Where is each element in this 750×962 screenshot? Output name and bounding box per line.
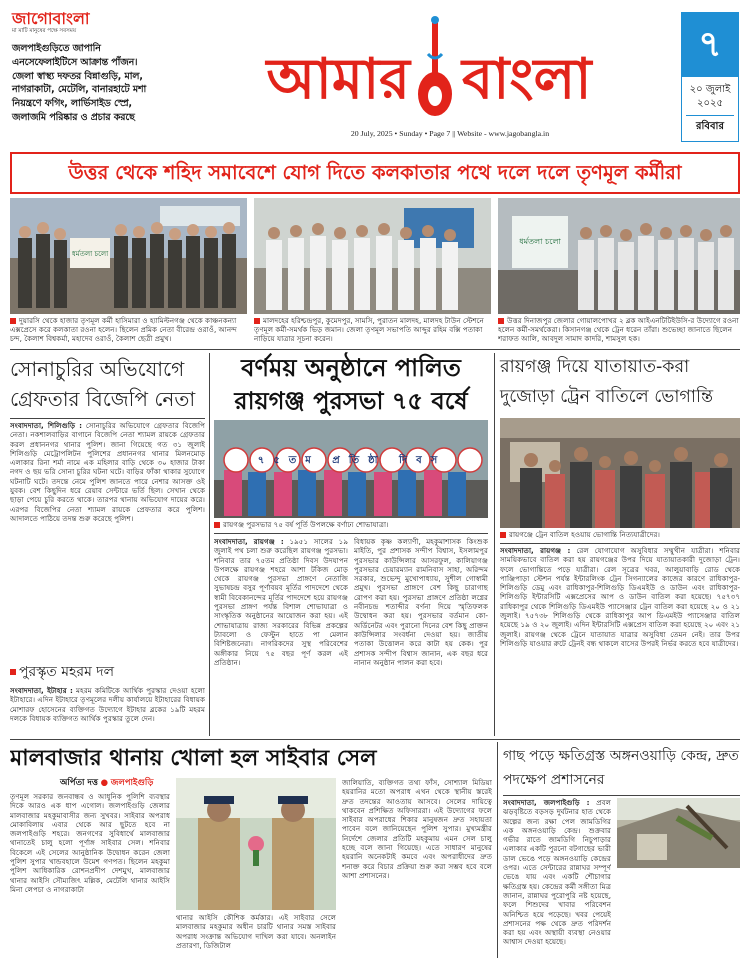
banner-caption-2 bbox=[254, 316, 491, 346]
article-text: বিধায়ক কৃষ্ণ কল্যাণী, মহকুমাশাসক কিংশুক মাইতি, পুর প্রশাসক সন্দীপ বিশ্বাস, ইসলামপুর পুরসভার কাউন্সিলার আসরফুল, কালিয়াগঞ্জ পুরসভার চেয়ারম্যান রামনিবাস সাহা, অরিন্দম সরকার, শুভেন্দু মুখোপাধ্যায়, সুশীল গোস্বামী প্রমুখ। পুরসভা প্রাঙ্গণে বেশ কিছু চারাগাছ রোপণ করা হয়। পুরসভা প্রাঙ্গণে প্রতিষ্ঠা লগ্নের নবীনচন্দ্র শতাব্দীর বর্ণনা দিয়ে স্মৃতিফলক উদ্বোধন করা হয়। পুরসভার বর্তমান কো-অর্ডিনেটর এবং পুরানো দিনের বেশ কিছু প্রাক্তন কাউন্সিলার সংবর্ধনা দেওয়া হয়। জাতীয় পতাকা উত্তোলন করে কাটা হয় কেক। পুর প্রশাসক সন্দীপ বিশ্বাস জানান, এক বছর ধরে নানান অনুষ্ঠান পালন করা হবে। bbox=[354, 537, 488, 667]
article-text: সোনাচুরির অভিযোগে গ্রেফতার বিজেপি নেতা। নকশালবাড়ির বাগানে বিজেপি নেতা শ্যামল রায়কে গ্রেফতার করল প্রধাননগর থানার পুলিশ। জানা গিয়েছে গত ৩১ জুলাই শিলিগুড়ি মেট্রোপলিটন পুলিশের প্রধাননগর থানার মিলনমোড় এলাকার রিনা শর্মা নামে এক মহিলার বাড়ি থেকে ৩০ হাজার টাকা নগদ ও ছয় ভরি সোনা চুরির ঘটনা ঘটে। বাড়ির ফাঁকা থাকার সুযোগে ঘটনাটি ঘটে। তদন্তে নেমে পুলিশ জানতে পারে নেশার আসক্ত ওই যুবক। বেশ কিছুদিন ধরে রেয়াব সেন্টারে ভর্তি ছিল। সেখান থেকে ছাড়া পেয়ে চুরি করতে থাকে। তারপর থানায় অভিযোগ দায়ের করে। এরপর বিজেপির নেতা শ্যামল রায়কে প্রেফতার করে পুলিশ। আদালতে পাঠিয়ে তদন্ত শুরু করেছে পুলিশ। bbox=[10, 421, 205, 523]
caption-text: রায়গঞ্জ পুরসভার ৭৫ বর্ষ পূর্তি উপলক্ষে বর্ণাঢ্য শোভাযাত্রা। bbox=[223, 520, 389, 529]
article-right-caption bbox=[500, 530, 740, 541]
article-bottom-left-headline: মালবাজার থানায় খোলা হল সাইবার সেল bbox=[10, 746, 377, 771]
article-text: মহরম কমিটিকে আর্থিক পুরস্কার দেওয়া হলো ইটাহারে। এদিন ইটাহারে তৃণমূলের দলীয় কার্যালয়ে ইটাহারের বিধায়ক মোশারফ হোসেনের ব্যক্তিগত উদ্যোগে ইটাহার ব্লকের ১৯টি মহরম দলকে বিধায়ক ব্যক্তিগত আর্থিক পুরস্কার তুলে দেন। bbox=[10, 686, 205, 723]
small-logo bbox=[12, 10, 162, 40]
page-number: ৭ bbox=[682, 13, 738, 77]
sign-text: ধর্মতলা চলো bbox=[519, 237, 561, 246]
article-left-2-body bbox=[10, 686, 205, 734]
article-text: জালিয়াতি, ব্যক্তিগত তথ্য ফাঁস, সোশ্যাল মিডিয়া হয়রানির মতো অপরাধ এখন থেকে স্থানীয় স্তরেই দ্রুত তদন্তের আওতায় আসবে। সেলের দায়িত্বে থাকবেন প্রশিক্ষিত অফিসাররা। এই উদ্যোগের ফলে সাইবার অপরাধের শিকার মানুষজন দ্রুত সহায়তা পাবেন বলে জানিয়েছেন পুলিশ সুপার। মুখ্যমন্ত্রীর নির্দেশে জেলার প্রতিটি মহকুমায় এমন সেল চালু হচ্ছে বলে জানা গিয়েছে। এতে সাধারণ মানুষের হয়রানি অনেকটাই কমবে এবং অপরাধীদের দ্রুত শনাক্ত করে বিচার প্রক্রিয়া শুরু করা সম্ভব হবে বলে আশা প্রশাসনের। bbox=[342, 778, 492, 880]
teaser-line: এনসেফেলাইটিসে আক্রান্ত পাঁজন। bbox=[12, 56, 138, 68]
article-center-body-col1 bbox=[214, 537, 348, 737]
article-bottom-left-byline: অর্পিতা দত্ত ● জলপাইগুড়ি bbox=[60, 778, 154, 788]
teaser-line: নিয়ন্ত্রণে ফগিং, লার্ভিসাইড স্প্রে, bbox=[12, 98, 133, 110]
column-divider bbox=[494, 353, 495, 736]
photo-workers-station-1 bbox=[10, 198, 247, 314]
rally-banner-text: ৭৫তম প্রতিষ্ঠা দিবস bbox=[257, 455, 447, 466]
article-left-2-headline bbox=[10, 660, 205, 684]
divider bbox=[214, 533, 488, 534]
teaser-line: জলাজমি পরিষ্কার ও প্রচার করছে bbox=[12, 111, 135, 123]
teaser-line: জলপাইগুড়িতে জাপানি bbox=[12, 43, 101, 54]
article-text: রেল যোগাযোগ অসুবিধার সম্মুখীন যাত্রীরা। শনিবার সাময়িকভাবে বাতিল করা হয় রায়গঞ্জের উপর দিয়ে যাতায়াতকারী দুজোড়া ট্রেন। ফলে ভোগান্তিতে পড়ে যাত্রীরা। রেল সূত্রের খবর, আলুয়াবাড়ি রোড থেকে পাঞ্জিপাড়া স্টেশন পর্যন্ত ইন্টারলিংক ট্রেন সিগন্যালের কাজের কারণে রাধিকাপুর-শিলিগুড়ি ডেমু এবং রাধিকাপুর-শিলিগুড়ি ডিএমইউ ও ডাউন এবং রাধিকাপুর-শিলিগুড়ি ইন্টারসিটি এক্সপ্রেসের আপ ও ডাউন বাতিল করা হয়েছে। ৭৫৭৩৭ রাধিকাপুর থেকে শিলিগুড়ি ডিএমইউ প্যাসেঞ্জার ট্রেন বাতিল করা হয়েছে ২০ ও ২১ জুলাই। ৭৫৭৩৮ শিলিগুড়ি থেকে রাধিকাপুর আপ ডিএমইউ প্যাসেঞ্জার বাতিল হয়েছে ১৯ ও ২০ জুলাই। এদিন ইন্টারসিটি এক্সপ্রেস বাতিল করা হয়েছে ২০ এবং ২১ জুলাই। রায়গঞ্জ থেকে ট্রেনে যাতায়াত যাত্রার অসুবিধা তেমন নেই। তার উপর শিলিগুড়ি যাওয়ার রুটে ট্রেনই বন্ধ থাকলে বাসের উপরই নির্ভর করতে হবে যাত্রীদের। bbox=[500, 546, 740, 648]
column-divider bbox=[497, 742, 498, 958]
photo-cyber-cell-inauguration bbox=[176, 778, 336, 910]
article-center-headline: বর্ণময় অনুষ্ঠানে পালিত রায়গঞ্জ পুরসভা ৭৫ বর্ষে bbox=[234, 354, 468, 415]
article-dateline: সংবাদদাতা, ইটাহার : bbox=[10, 686, 73, 695]
article-center-caption bbox=[214, 520, 488, 531]
dateline: 20 July, 2025 • Sunday • Page 7 || Website - www.jagobangla.in bbox=[350, 129, 550, 138]
instrument-emblem-icon bbox=[410, 14, 460, 124]
headline-text: পুরস্কৃত মহরম দল bbox=[19, 664, 115, 680]
article-left-body bbox=[10, 421, 205, 654]
small-logo-text: জাগোবাংলা bbox=[12, 9, 90, 28]
banner-caption-3 bbox=[498, 316, 740, 346]
article-bottom-left-body-col3 bbox=[342, 778, 492, 958]
divider bbox=[500, 543, 740, 544]
article-text: ১৯৫১ সালের ১৯ জুলাই পথ চলা শুরু করেছিল রায়গঞ্জ পুরসভা। শনিবার তার ৭৫তম প্রতিষ্ঠা দিবস উদযাপন উপলক্ষে রায়গঞ্জ শহরে আশা টকিজ মোড় থেকে রায়গঞ্জ পুরসভা প্রাঙ্গণে নেতাজি সুভাষচন্দ্র বসুর পূর্ণাবয়ব মূর্তির পাদদেশে থেকে স্বামী বিবেকানন্দের মূর্তির পাদদেশে হয়ে রায়গঞ্জ পুরসভা প্রাঙ্গণ পর্যন্ত বিশাল শোভাযাত্রা ও সাংস্কৃতিক অনুষ্ঠানের আয়োজন করা হয়। এই শোভাযাত্রায় রাজ্য সরকারের বিভিন্ন প্রকল্পের ট্যাবলো ও ফেস্টুন হাতে পা মেলান বিশিষ্টজনেরা। নাগরিকদের সুস্থ পরিবেশের অঙ্গীকার নিয়ে ৭৫ বছর পূর্ণ করল এই প্রতিষ্ঠান। bbox=[214, 537, 348, 667]
article-dateline: সংবাদদাতা, রায়গঞ্জ : bbox=[500, 546, 571, 555]
article-dateline: সংবাদদাতা, শিলিগুড়ি : bbox=[10, 421, 83, 430]
article-right-headline: রায়গঞ্জ দিয়ে যাতায়াত-করা দুজোড়া ট্রেন বাতিলে ভোগান্তি bbox=[500, 357, 714, 407]
banner-headline-box bbox=[10, 152, 740, 194]
banner-headline: উত্তর থেকে শহিদ সমাবেশে যোগ দিতে কলকাতার পথে দলে দলে তৃণমূল কর্মীরা bbox=[68, 161, 682, 184]
small-logo-tagline: মা মাটি মানুষের পক্ষে সবসময় bbox=[12, 28, 77, 34]
article-bottom-right-body-col1 bbox=[503, 798, 611, 958]
byline-place: জলপাইগুড়ি bbox=[110, 778, 154, 788]
page-number-box bbox=[681, 12, 739, 142]
byline-name: অর্পিতা দত্ত bbox=[60, 778, 98, 788]
article-left-headline: সোনাচুরির অভিযোগে গ্রেফতার বিজেপি নেতা bbox=[10, 357, 196, 411]
article-text: প্রবল ঝড়বৃষ্টিতে বড়সড় দুর্ঘটনার হাত থেকে অল্পের জন্য রক্ষা পেল জামডিগির এক অঙ্গনওয়াড়ি কেন্দ্র। শুক্রবার গভীর রাতে জামডিগি নিচুপাড়ার এলাকার একটি পুরনো বটগাছের ভারী ডাল ভেঙে পড়ে অঙ্গনওয়াড়ি কেন্দ্রের ওপর। এতে সেন্টারের রান্নাঘর সম্পূর্ণ ভেঙে যায় এবং একটি শৌচাগার ক্ষতিগ্রস্ত হয়। কেন্দ্রের কর্মী সঙ্গীতা মিত্র জানান, রান্নাঘর পুরোপুরি নষ্ট হয়েছে, ফলে শিশুদের খাবার পরিবেশন অনিশ্চিত হয়ে পড়েছে। খবর পেয়েই প্রশাসনের পক্ষ থেকে দ্রুত পরিদর্শন করা হয় এবং অস্থায়ী ব্যবস্থা নেওয়ার আশ্বাস দেওয়া হয়েছে। bbox=[503, 798, 611, 947]
photo-workers-station-2 bbox=[254, 198, 491, 314]
photo-train-passengers bbox=[500, 418, 740, 528]
article-right-body bbox=[500, 546, 740, 736]
banner-caption-1 bbox=[10, 316, 247, 346]
issue-date: ২০ জুলাই ২০২৫ bbox=[689, 84, 731, 109]
teaser-line: নাগরাকাটা, মেটেলি, বানারহাটে মশা bbox=[12, 84, 147, 96]
teaser-line: জেলা স্বাস্থ্য দফতর বিন্নাগুড়ি, মাল, bbox=[12, 70, 143, 82]
caption-text: মালদহের হরিশ্চন্দ্রপুর, কুমেদপুর, সামসি, পুরাতন মালদহ, মালদহ টাউন স্টেশনে তৃণমূল কর্মী-সমর্থক ভিড় জমান। জেলা তৃণমূল সভাপতি আব্দুর রহিম বক্সি পতাকা নাড়িয়ে যাত্রার সূচনা করেন। bbox=[254, 316, 484, 343]
divider bbox=[10, 349, 740, 350]
masthead-right-word: বাংলা bbox=[462, 46, 592, 112]
article-bottom-left-body-col2 bbox=[176, 913, 336, 958]
masthead-left-word: আমার bbox=[266, 46, 410, 112]
caption-text: রায়গঞ্জে ট্রেন বাতিল হওয়ায় ভোগান্তি নিত্যযাত্রীদের। bbox=[509, 530, 660, 539]
photo-workers-station-3 bbox=[498, 198, 740, 314]
photo-damaged-anganwadi bbox=[617, 798, 740, 868]
teaser-text bbox=[12, 42, 202, 125]
article-dateline: সংবাদদাতা, রায়গঞ্জ : bbox=[214, 537, 284, 546]
article-center-body-col2 bbox=[354, 537, 488, 737]
article-bottom-left-body-col1 bbox=[10, 792, 170, 958]
masthead-logo bbox=[200, 14, 670, 126]
article-dateline: সংবাদদাতা, জলপাইগুড়ি : bbox=[503, 798, 590, 807]
caption-text: উত্তর দিনাজপুর জেলার গোয়ালপোখর ২ ব্লক আইএনটিটিইউসি-র উদ্যোগে রওনা হলেন কর্মী-সমর্থকেরা। কিসানগঞ্জ থেকে ট্রেন ধরেন তাঁরা। শুভেচ্ছা জানাতে ছিলেন শরাফত আলি, আবদুল সামাদ কাদরি, শামসুল হক। bbox=[498, 316, 739, 343]
divider bbox=[503, 795, 740, 796]
divider bbox=[10, 739, 740, 740]
teaser-box bbox=[12, 42, 202, 142]
article-bottom-right-headline: গাছ পড়ে ক্ষতিগ্রস্ত অঙ্গনওয়াড়ি কেন্দ্র, দ্রুত পদক্ষেপ প্রশাসনের bbox=[503, 748, 739, 788]
column-divider bbox=[209, 353, 210, 736]
photo-rally bbox=[214, 420, 488, 518]
divider bbox=[10, 418, 205, 419]
caption-text: দুয়ারসি থেকে হাজার তৃণমূল কর্মী হাসিমারা ও হ্যামিল্টনগঞ্জ থেকে কাঞ্চনকন্যা এক্সপ্রেসে করে কলকাতা রওনা হলেন। ছিলেন প্রমিক নেতা বীরেন্দ্র ওরাওঁ, আনন্দ চন্দ, কৈলাশ বিশ্বকর্মা, মহাদেব ওরাওঁ, কৈলাশ ছেত্রী প্রমুখ। bbox=[10, 316, 237, 343]
issue-day: রবিবার bbox=[696, 121, 724, 132]
article-text: তৃণমূল সরকার জনবান্ধব ও আধুনিক পুলিশি ব্যবস্থার দিকে আরও এক ধাপ এগোল। জলপাইগুড়ি জেলার মালবাজার মহকুমাবাসীর জন্য সুখবর। সাইবার অপরাধ মোকাবিলায় এবার থেকে আর ছুটতে হবে না জলপাইগুড়ি শহরে। জনগণের সুবিধার্থে মালবাজার থানাতেই চালু হলো পূর্ণাঙ্গ সাইবার সেল। শনিবার বিকেলে এই সেলের আনুষ্ঠানিক উদ্বোধন করেন জেলা পুলিশ সুপার খান্ডবহালে উমেশ গণপত। ছিলেন মহকুমা পুলিশ আধিকারিক রোশনপ্রদীপ দেশমুখ, মালবাজার থানার আইসি সৌম্যজিৎ মল্লিক, মেটেলি থানার আইসি মিনা লেপচা ও নাগরাকাটা bbox=[10, 792, 170, 894]
article-text: থানার আইসি কৌশিক কর্মকার। এই সাইবার সেলে মালবাজার মহকুমার অধীন চারটি থানার সমস্ত সাইবার অপরাধ সংক্রান্ত অভিযোগ দাখিল করা যাবে। অনলাইন প্রতারণা, ডিজিটাল bbox=[176, 913, 336, 950]
sign-text: ধর্মতলা চলো bbox=[71, 250, 109, 258]
